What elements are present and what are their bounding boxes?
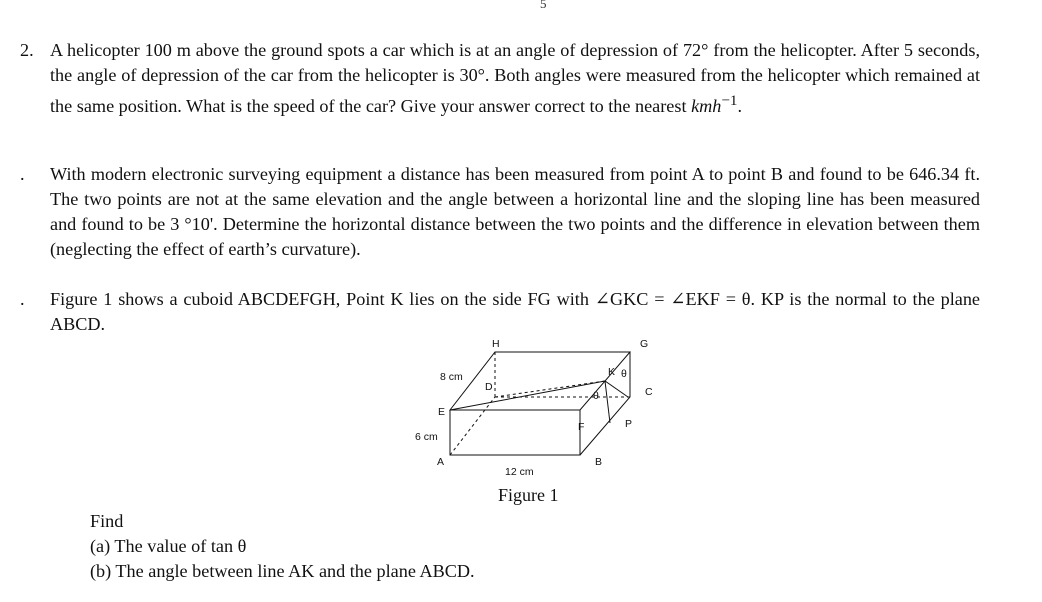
find-heading: Find [90, 511, 124, 531]
label-f: F [578, 421, 585, 433]
label-theta-mid: θ [593, 390, 599, 402]
question-3-text: With modern electronic surveying equipment a distance has been measured from point A to point B and found to be 646.34 ft. The two points are not at the same elevation and the angle between a horizontal line and the sloping line has been measured and found to be 3 °10'. Determine the horizontal distance between the two points and the difference in elevation between them (neglecting the effect of earth’s curvature). [50, 164, 980, 259]
label-k: K [608, 366, 616, 378]
cuboid-diagram [405, 335, 675, 480]
find-part-b: (b) The angle between line AK and the plane ABCD. [90, 561, 475, 581]
label-a: A [437, 456, 445, 468]
label-b: B [595, 456, 603, 468]
page-number: 5 [540, 0, 547, 11]
dimension-height: 6 cm [415, 431, 438, 443]
unit-exponent: −1 [721, 92, 738, 109]
unit-kmh: kmh [691, 96, 722, 117]
front-face [450, 410, 580, 455]
dimension-length: 12 cm [505, 466, 534, 478]
label-h: H [492, 338, 500, 350]
line-kc [605, 381, 628, 397]
question-text [50, 38, 980, 119]
question-2-text: A helicopter 100 m above the ground spots a car which is at an angle of depression of 72° from the helicopter. After 5 seconds, the angle of depression of the car from the helicopter is 30°. Both angles were measured from the helicopter which remained at the same position. What is the speed of the car? Give your answer correct to the nearest [50, 40, 980, 117]
question-4-text: Figure 1 shows a cuboid ABCDEFGH, Point K lies on the side FG with ∠GKC = ∠EKF = θ. KP is the normal to the plane ABCD. [50, 289, 980, 334]
label-p: P [625, 418, 633, 430]
question-4 [20, 287, 980, 337]
question-number: 2. [20, 40, 34, 60]
figure-caption: Figure 1 [498, 485, 559, 505]
question-3 [20, 162, 980, 262]
label-e: E [438, 406, 446, 418]
line-kp [605, 381, 610, 423]
label-theta-top: θ [621, 368, 627, 380]
question-number: . [20, 164, 25, 184]
question-2-end: . [737, 96, 743, 117]
label-d: D [485, 381, 493, 393]
find-section [90, 509, 475, 584]
dimension-depth: 8 cm [440, 371, 463, 383]
question-number: . [20, 289, 25, 309]
question-2 [20, 38, 980, 119]
label-c: C [645, 386, 653, 398]
hidden-line-dk [495, 381, 605, 397]
cuboid-figure [405, 335, 675, 480]
label-g: G [640, 338, 649, 350]
find-part-a: (a) The value of tan θ [90, 536, 247, 556]
line-ek [450, 381, 605, 410]
